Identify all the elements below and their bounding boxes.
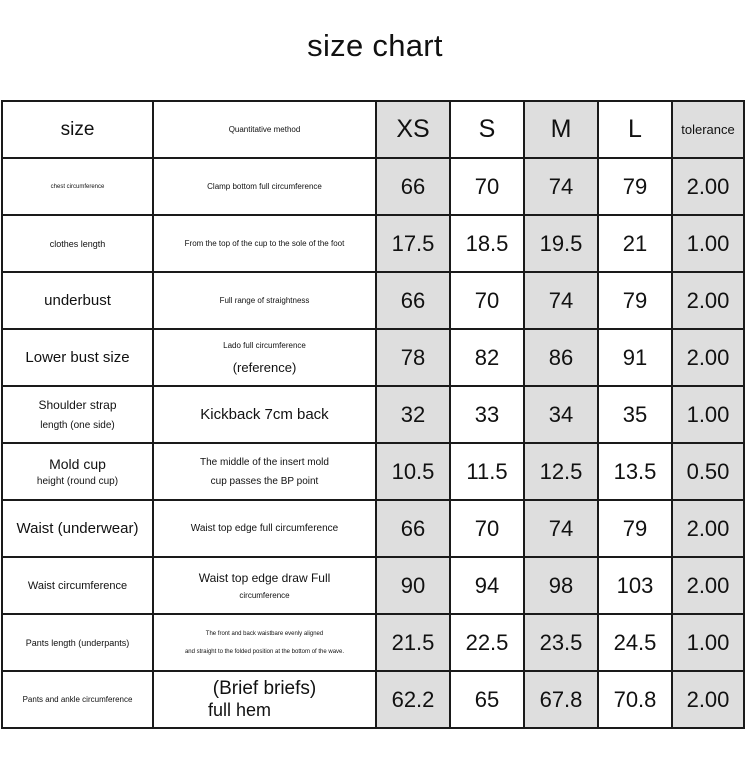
row-method — [153, 671, 376, 728]
value-xs: 66 — [376, 272, 450, 329]
table-row — [2, 671, 744, 728]
table-row — [2, 557, 744, 614]
value-tolerance: 2.00 — [672, 272, 744, 329]
row-method: Waist top edge full circumference — [153, 500, 376, 557]
value-m: 12.5 — [524, 443, 598, 500]
row-method — [153, 614, 376, 671]
value-tolerance: 2.00 — [672, 671, 744, 728]
value-tolerance: 0.50 — [672, 443, 744, 500]
row-name-line1: Mold cup — [49, 456, 106, 472]
row-method-line1: The middle of the insert mold — [200, 456, 329, 468]
table-row — [2, 614, 744, 671]
value-l: 70.8 — [598, 671, 672, 728]
value-m: 74 — [524, 500, 598, 557]
table-header-row — [2, 101, 744, 158]
row-method — [153, 329, 376, 386]
value-s: 94 — [450, 557, 524, 614]
row-name: Lower bust size — [2, 329, 153, 386]
value-tolerance: 1.00 — [672, 614, 744, 671]
header-size: size — [2, 101, 153, 158]
value-xs: 78 — [376, 329, 450, 386]
value-tolerance: 2.00 — [672, 500, 744, 557]
value-l: 79 — [598, 158, 672, 215]
value-m: 34 — [524, 386, 598, 443]
table-row — [2, 443, 744, 500]
value-l: 103 — [598, 557, 672, 614]
row-method-line2: and straight to the folded position at the bottom of the wave. — [184, 648, 345, 655]
value-s: 22.5 — [450, 614, 524, 671]
value-s: 70 — [450, 272, 524, 329]
value-s: 65 — [450, 671, 524, 728]
value-m: 74 — [524, 158, 598, 215]
value-s: 18.5 — [450, 215, 524, 272]
value-l: 21 — [598, 215, 672, 272]
value-m: 23.5 — [524, 614, 598, 671]
value-s: 11.5 — [450, 443, 524, 500]
row-method: From the top of the cup to the sole of the foot — [153, 215, 376, 272]
value-m: 86 — [524, 329, 598, 386]
row-method: Kickback 7cm back — [153, 386, 376, 443]
value-s: 33 — [450, 386, 524, 443]
row-name — [2, 386, 153, 443]
value-xs: 66 — [376, 158, 450, 215]
row-name-line2: height (round cup) — [36, 476, 119, 487]
size-chart-table — [1, 100, 745, 729]
row-method-line1: Lado full circumference — [223, 340, 306, 350]
table-row — [2, 215, 744, 272]
value-l: 13.5 — [598, 443, 672, 500]
row-name — [2, 443, 153, 500]
value-xs: 21.5 — [376, 614, 450, 671]
value-s: 70 — [450, 500, 524, 557]
value-m: 74 — [524, 272, 598, 329]
row-method: Full range of straightness — [153, 272, 376, 329]
value-tolerance: 1.00 — [672, 386, 744, 443]
row-method: Clamp bottom full circumference — [153, 158, 376, 215]
row-method-line2: cup passes the BP point — [210, 475, 319, 487]
page-title: size chart — [307, 28, 443, 63]
value-l: 79 — [598, 500, 672, 557]
row-name-line1: Shoulder strap — [38, 398, 117, 412]
header-size-s: S — [450, 101, 524, 158]
table-row — [2, 386, 744, 443]
header-size-m: M — [524, 101, 598, 158]
row-name: Pants and ankle circumference — [2, 671, 153, 728]
value-xs: 32 — [376, 386, 450, 443]
value-xs: 17.5 — [376, 215, 450, 272]
value-l: 35 — [598, 386, 672, 443]
row-method-line1: (Brief briefs) — [212, 678, 317, 699]
row-name-line2: length (one side) — [40, 420, 115, 431]
value-tolerance: 1.00 — [672, 215, 744, 272]
row-name: chest circumference — [2, 158, 153, 215]
value-xs: 66 — [376, 500, 450, 557]
table-row — [2, 158, 744, 215]
header-tolerance: tolerance — [672, 101, 744, 158]
value-m: 98 — [524, 557, 598, 614]
table-row — [2, 329, 744, 386]
row-name: clothes length — [2, 215, 153, 272]
value-xs: 10.5 — [376, 443, 450, 500]
value-xs: 90 — [376, 557, 450, 614]
row-method-line2: (reference) — [232, 359, 297, 375]
value-tolerance: 2.00 — [672, 329, 744, 386]
row-name: Waist (underwear) — [2, 500, 153, 557]
value-s: 70 — [450, 158, 524, 215]
header-size-xs: XS — [376, 101, 450, 158]
table-row — [2, 272, 744, 329]
value-s: 82 — [450, 329, 524, 386]
row-name: Waist circumference — [2, 557, 153, 614]
row-method-line1: The front and back waistbare evenly aligned — [205, 630, 324, 637]
row-name: underbust — [2, 272, 153, 329]
value-m: 19.5 — [524, 215, 598, 272]
row-method-line2: full hem — [208, 700, 272, 720]
value-l: 24.5 — [598, 614, 672, 671]
value-tolerance: 2.00 — [672, 557, 744, 614]
header-size-l: L — [598, 101, 672, 158]
value-tolerance: 2.00 — [672, 158, 744, 215]
value-l: 79 — [598, 272, 672, 329]
table-row — [2, 500, 744, 557]
value-m: 67.8 — [524, 671, 598, 728]
row-name: Pants length (underpants) — [2, 614, 153, 671]
row-method — [153, 443, 376, 500]
value-xs: 62.2 — [376, 671, 450, 728]
value-l: 91 — [598, 329, 672, 386]
row-method-line2: circumference — [239, 591, 290, 600]
row-method-line1: Waist top edge draw Full — [198, 571, 331, 585]
header-method: Quantitative method — [153, 101, 376, 158]
row-method — [153, 557, 376, 614]
